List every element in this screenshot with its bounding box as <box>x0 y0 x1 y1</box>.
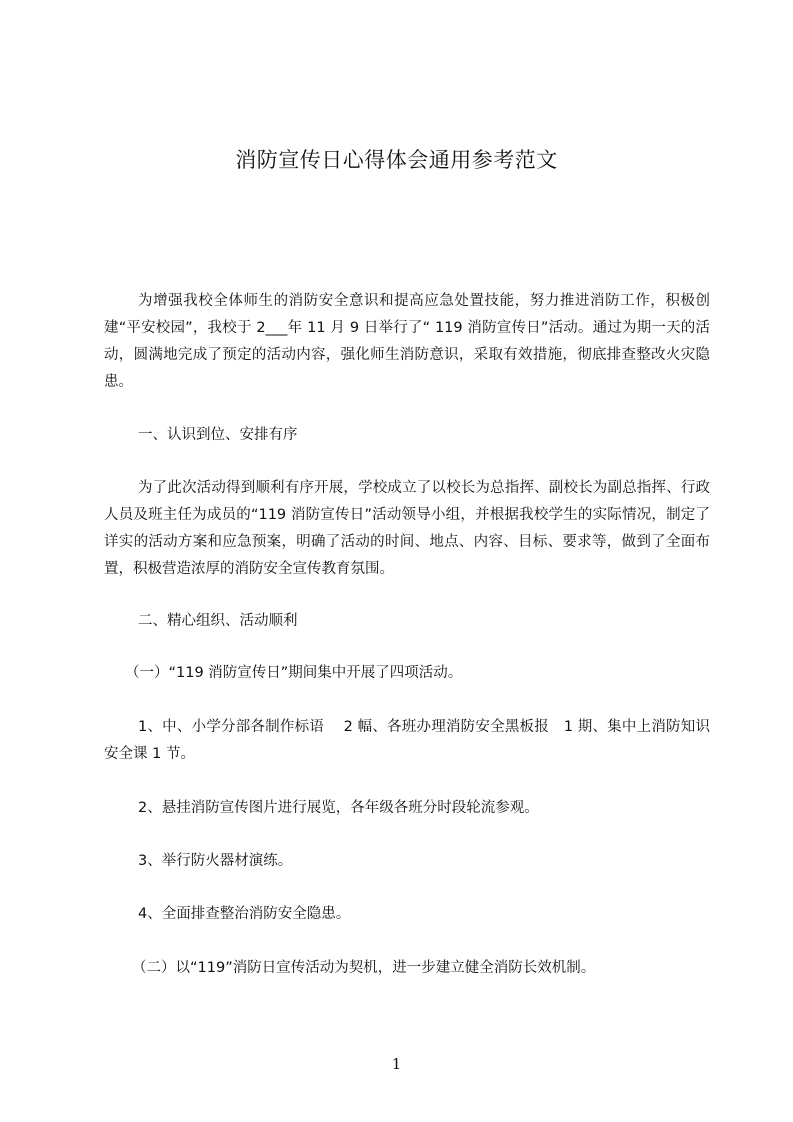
activity-item-3: 3、举行防火器材演练。 <box>138 853 293 869</box>
activity-item-4: 4、全面排查整治消防安全隐患。 <box>138 906 351 922</box>
subsection-2-heading: （二）以“119”消防日宣传活动为契机，进一步建立健全消防长效机制。 <box>132 960 596 976</box>
subsection-1-heading: （一）“119 消防宣传日”期间集中开展了四项活动。 <box>125 665 463 681</box>
activity-item-1: 1、中、小学分部各制作标语 2 幅、各班办理消防安全黑板报 1 期、集中上消防知识安全课 1 节。 <box>104 719 710 762</box>
section-1-heading: 一、认识到位、安排有序 <box>138 427 298 443</box>
section-1-paragraph: 为了此次活动得到顺利有序开展，学校成立了以校长为总指挥、副校长为副总指挥、行政人员及班主任为成员的“119 消防宣传日”活动领导小组，并根据我校学生的实际情况，制定了详实的活动方案和应急预案，明确了活动的时间、地点、内容、目标、要求等，做到了全面布置，积极营造浓厚的消防安全宣传教育氛围。 <box>104 480 710 577</box>
page-number: 1 <box>391 1055 402 1073</box>
activity-item-2: 2、悬挂消防宣传图片进行展览，各年级各班分时段轮流参观。 <box>138 800 539 816</box>
intro-paragraph: 为增强我校全体师生的消防安全意识和提高应急处置技能，努力推进消防工作，积极创建“平安校园”，我校于 2___年 11 月 9 日举行了“ 119 消防宣传日”活动。通过为期一天的活动，圆满地完成了预定的活动内容，强化师生消防意识，采取有效措施，彻底排查整改火灾隐患。 <box>104 293 710 390</box>
document-title: 消防宣传日心得体会通用参考范文 <box>235 148 558 172</box>
section-2-heading: 二、精心组织、活动顺利 <box>138 613 298 629</box>
